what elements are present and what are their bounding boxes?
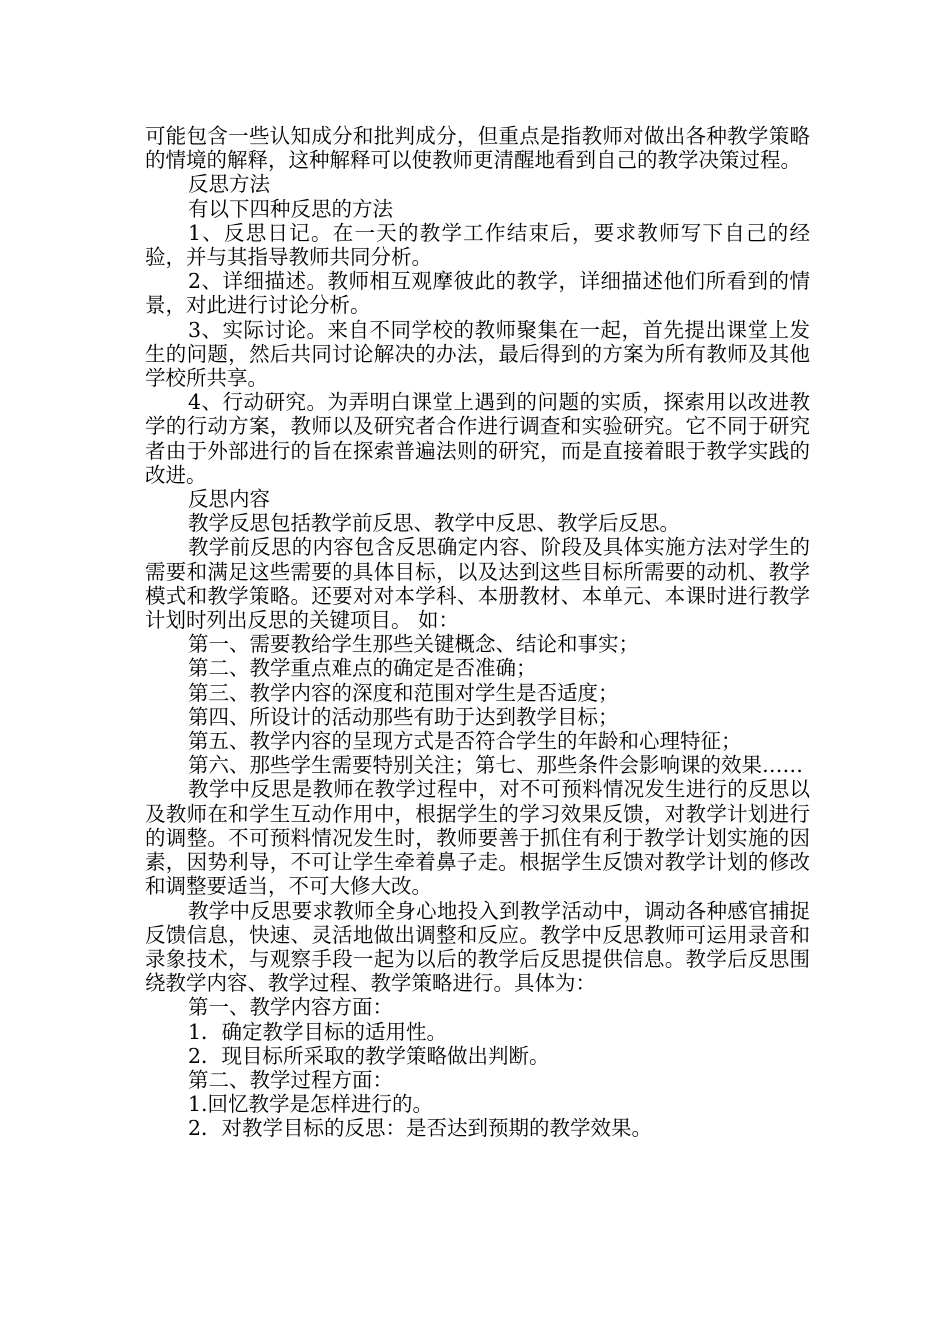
paragraph: 教学中反思是教师在教学过程中，对不可预料情况发生进行的反思以及教师在和学生互动作用中，根据学生的学习效果反馈，对教学计划进行的调整。不可预料情况发生时，教师要善于抓住有利于教学计划实施的因素，因势利导，不可让学生牵着鼻子走。根据学生反馈对教学计划的修改和调整要适当，不可大修大改。: [145, 777, 810, 899]
list-item: 3、实际讨论。来自不同学校的教师聚集在一起，首先提出课堂上发生的问题，然后共同讨论解决的办法，最后得到的方案为所有教师及其他学校所共享。: [145, 317, 810, 391]
list-item: 2、详细描述。教师相互观摩彼此的教学，详细描述他们所看到的情景，对此进行讨论分析。: [145, 269, 810, 318]
list-item: 1、反思日记。在一天的教学工作结束后，要求教师写下自己的经验，并与其指导教师共同分析。: [145, 220, 810, 270]
list-item: 第二、教学重点难点的确定是否准确；: [188, 656, 537, 681]
list-item: 1．确定教学目标的适用性。: [188, 1019, 448, 1044]
document-page: [145, 124, 810, 1141]
list-item: 第四、所设计的活动那些有助于达到教学目标；: [188, 704, 619, 729]
paragraph: 有以下四种反思的方法: [188, 196, 393, 221]
list-item: 2．现目标所采取的教学策略做出判断。: [188, 1043, 550, 1068]
list-item: 2．对教学目标的反思：是否达到预期的教学效果。: [188, 1116, 653, 1141]
section-heading-content: 反思内容: [188, 487, 270, 512]
list-item: 第六、那些学生需要特别关注；第七、那些条件会影响课的效果……: [188, 753, 803, 778]
section-heading-method: 反思方法: [188, 172, 270, 197]
paragraph: 可能包含一些认知成分和批判成分，但重点是指教师对做出各种教学策略的情境的解释，这种解释可以使教师更清醒地看到自己的教学决策过程。: [145, 124, 810, 173]
paragraph: 教学反思包括教学前反思、教学中反思、教学后反思。: [188, 511, 680, 536]
list-item: 第一、需要教给学生那些关键概念、结论和事实；: [188, 632, 639, 657]
list-item: 第一、教学内容方面：: [188, 995, 393, 1020]
list-item: 第二、教学过程方面：: [188, 1067, 393, 1092]
paragraph: 教学前反思的内容包含反思确定内容、阶段及具体实施方法对学生的需要和满足这些需要的具体目标，以及达到这些目标所需要的动机、教学模式和教学策略。还要对对本学科、本册教材、本单元、本课时进行教学计划时列出反思的关键项目。 如：: [145, 535, 810, 633]
paragraph: 教学中反思要求教师全身心地投入到教学活动中，调动各种感官捕捉反馈信息，快速、灵活地做出调整和反应。教学中反思教师可运用录音和录象技术，与观察手段一起为以后的教学后反思提供信息。教学后反思围绕教学内容、教学过程、教学策略进行。具体为：: [145, 898, 810, 996]
list-item: 1.回忆教学是怎样进行的。: [188, 1092, 434, 1117]
list-item: 第五、教学内容的呈现方式是否符合学生的年龄和心理特征；: [188, 729, 742, 754]
list-item: 第三、教学内容的深度和范围对学生是否适度；: [188, 680, 619, 705]
list-item: 4、行动研究。为弄明白课堂上遇到的问题的实质，探索用以改进教学的行动方案，教师以及研究者合作进行调查和实验研究。它不同于研究者由于外部进行的旨在探索普遍法则的研究，而是直接着眼于教学实践的改进。: [145, 390, 810, 487]
